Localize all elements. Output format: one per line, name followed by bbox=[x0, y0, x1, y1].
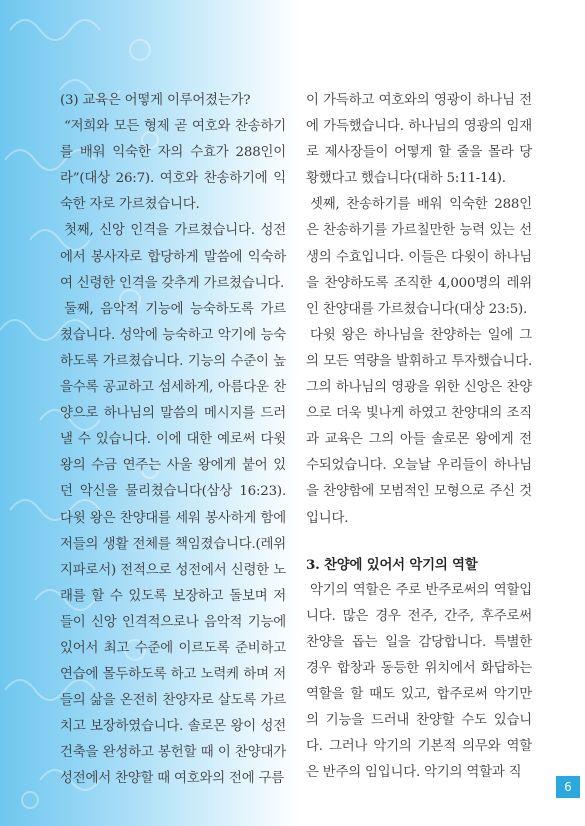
body-paragraph: 이 가득하고 여호와의 영광이 하나님 전에 가득했습니다. 하나님의 영광의 임재로 제사장들이 어떻게 할 줄을 몰라 당황했다고 했습니다(대하 5:11-14). bbox=[306, 93, 532, 187]
body-paragraph: 둘째, 음악적 기능에 능숙하도록 가르쳤습니다. 성악에 능숙하고 악기에 능숙하도록 가르쳤습니다. 기능의 수준이 높을수록 공교하고 섬세하게, 아름다운 찬양으로 하나님의 말씀의 메시지를 드러낼 수 있습니다. 이에 대한 예로써 다윗왕의 수금 연주는 사울 왕에게 붙어 있던 악신을 물리쳤습니다(삼상 16:23). 다윗 왕은 찬양대를 세워 봉사하게 함에 저들의 생활 전체를 책임졌습니다.(레위지파로서) 전적으로 성전에서 신령한 노래를 할 수 있도록 보장하고 돌보며 저들이 신앙 인격적으로나 음악적 기능에 있어서 최고 수준에 이르도록 준비하고 연습에 몰두하도록 하고 노력케 하며 저들의 삶을 온전히 찬양자로 살도록 가르치고 보장하였습니다. 솔로몬 왕이 성전건축을 완성하고 봉헌할 때 이 찬양대가 성전에서 찬양할 때 여호와의 전에 구름 bbox=[60, 301, 286, 787]
left-column bbox=[60, 88, 286, 793]
right-column bbox=[306, 88, 532, 786]
question-heading: (3) 교육은 어떻게 이루어졌는가? bbox=[60, 93, 251, 108]
page-number: 6 bbox=[556, 776, 580, 798]
section-heading: 3. 찬양에 있어서 악기의 역할 bbox=[306, 556, 478, 573]
section-body: 악기의 역할은 주로 반주로써의 역할입니다. 많은 경우 전주, 간주, 후주로써 찬양을 돕는 일을 감당합니다. 특별한 경우 합창과 동등한 위치에서 화답하는 역할을 할 때도 있고, 합주로써 악기만의 기능을 드러내 찬양할 수도 있습니다. 그러나 악기의 기본적 의무와 역할은 반주의 임입니다. 악기의 역할과 직 bbox=[306, 582, 532, 781]
body-paragraph: 셋째, 찬송하기를 배워 익숙한 288인은 찬송하기를 가르칠만한 능력 있는 선생의 수효입니다. 이들은 다윗이 하나님을 찬양하도록 조직한 4,000명의 레위인 찬양대를 가르쳤습니다(대상 23:5). bbox=[306, 197, 532, 317]
section-spacer bbox=[306, 532, 532, 552]
body-paragraph: 첫째, 신앙 인격을 가르쳤습니다. 성전에서 봉사자로 합당하게 말씀에 익숙하여 신령한 인격을 갖추게 가르쳤습니다. bbox=[60, 223, 286, 291]
body-paragraph: 다윗 왕은 하나님을 찬양하는 일에 그의 모든 역량을 발휘하고 투자했습니다. 그의 하나님의 영광을 위한 신앙은 찬양으로 더욱 빛나게 하였고 찬양대의 조직과 교육은 그의 아들 솔로몬 왕에게 전수되었습니다. 오늘날 우리들이 하나님을 찬양함에 모범적인 모형으로 주신 것입니다. bbox=[306, 327, 532, 526]
body-paragraph: “저희와 모든 형제 곧 여호와 찬송하기를 배워 익숙한 자의 수효가 288인이라”(대상 26:7). 여호와 찬송하기에 익숙한 자로 가르쳤습니다. bbox=[60, 119, 286, 213]
